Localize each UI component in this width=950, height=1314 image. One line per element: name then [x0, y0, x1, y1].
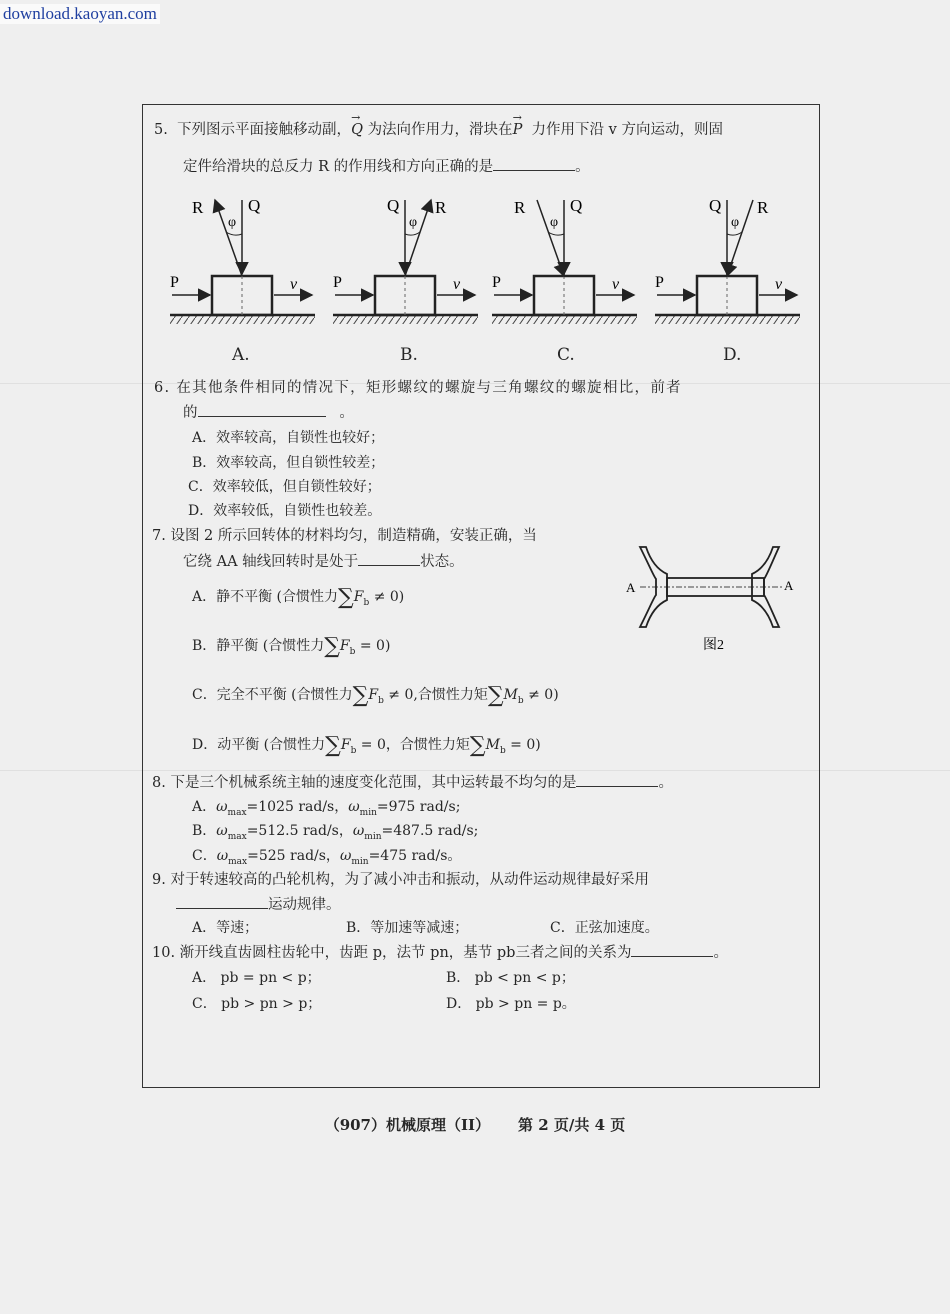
q5-line1: 5. 下列图示平面接触移动副，→ Q 为法向作用力，滑块在→ P 力作用下沿 v 方向运动，则固 [154, 122, 723, 139]
label-phi: φ [228, 215, 237, 230]
figure-caption: 图2 [703, 638, 724, 653]
axis-label-right: A [784, 578, 794, 593]
q6-option-c[interactable]: C．效率较低，但自锁性较好； [188, 479, 381, 495]
answer-blank[interactable] [576, 774, 658, 787]
course-title: （907）机械原理（II） [324, 1116, 491, 1134]
q6-option-b[interactable]: B．效率较高，但自锁性较差； [192, 455, 385, 471]
q9-line1: 9. 对于转速较高的凸轮机构，为了减小冲击和振动，从动件运动规律最好采用 [152, 872, 649, 888]
q10-line1: 10. 渐开线直齿圆柱齿轮中，齿距 p，法节 pn，基节 pb三者之间的关系为 。 [152, 945, 728, 961]
page-footer [0, 1114, 950, 1135]
label-v: v [612, 276, 620, 293]
label-Q: Q [387, 196, 400, 215]
label-v: v [290, 276, 298, 293]
diagram-a [170, 196, 315, 324]
q8-option-c[interactable]: C．$\omega_{max}=525$ rad/s，$\omega_{min}=475$ rad/s。 [192, 848, 462, 867]
label-phi: φ [409, 215, 418, 230]
diagram-d [655, 196, 800, 324]
answer-blank[interactable] [358, 553, 420, 566]
label-P: P [170, 274, 179, 291]
q9-option-a[interactable]: A．等速； [192, 920, 259, 936]
q5-option-b[interactable]: B. [400, 345, 418, 365]
label-P: P [655, 274, 664, 291]
diagram-b [333, 196, 478, 324]
q8-line1: 8. 下是三个机械系统主轴的速度变化范围，其中运转最不均匀的是 。 [152, 775, 673, 791]
label-phi: φ [731, 215, 740, 230]
label-Q: Q [709, 196, 722, 215]
q5-option-d[interactable]: D. [723, 345, 742, 365]
label-R: R [514, 198, 526, 217]
label-Q: Q [248, 196, 261, 215]
q7-line2: 它绕 AA 轴线回转时是处于 状态。 [183, 554, 464, 570]
label-v: v [453, 276, 461, 293]
q5-option-a[interactable]: A. [232, 345, 250, 365]
label-phi: φ [550, 215, 559, 230]
q7-option-d[interactable]: D．动平衡 (合惯性力$\sum F_b = 0$，合惯性力矩$\sum M_b = 0$) [192, 733, 541, 758]
page-number: 第 2 页/共 4 页 [518, 1116, 626, 1134]
label-R: R [757, 198, 769, 217]
diagram-c [492, 196, 637, 324]
answer-blank[interactable] [198, 404, 326, 417]
rotor-figure [622, 542, 800, 660]
answer-blank[interactable] [176, 896, 268, 909]
label-P: P [333, 274, 342, 291]
answer-blank[interactable] [631, 944, 713, 957]
q9-line2: 运动规律。 [176, 896, 341, 914]
q10-option-a[interactable]: A． pb = pn < p； [192, 970, 321, 986]
q6-line1: 6. 在其他条件相同的情况下，矩形螺纹的螺旋与三角螺纹的螺旋相比，前者 [154, 380, 682, 396]
q10-option-c[interactable]: C． pb > pn > p； [192, 996, 322, 1012]
q6-line2: 的 。 [183, 405, 354, 421]
label-v: v [775, 276, 783, 293]
q8-option-a[interactable]: A．$\omega_{max}=1025$ rad/s，$\omega_{min}=975$ rad/s; [192, 799, 461, 818]
label-Q: Q [570, 196, 583, 215]
axis-label-left: A [626, 580, 636, 595]
label-R: R [192, 198, 204, 217]
q8-option-b[interactable]: B．$\omega_{max}=512.5$ rad/s，$\omega_{min}=487.5$ rad/s; [192, 823, 479, 842]
q6-option-d[interactable]: D．效率较低，自锁性也较差。 [188, 503, 382, 519]
label-R: R [435, 198, 447, 217]
q5-option-c[interactable]: C. [557, 345, 575, 365]
label-P: P [492, 274, 501, 291]
answer-blank[interactable] [493, 158, 575, 171]
q5-line2: 定件给滑块的总反力 R 的作用线和方向正确的是 。 [183, 159, 590, 175]
q10-option-d[interactable]: D． pb > pn = p。 [446, 996, 576, 1012]
q10-option-b[interactable]: B． pb < pn < p； [446, 970, 575, 986]
q9-option-c[interactable]: C．正弦加速度。 [550, 920, 659, 936]
watermark: download.kaoyan.com [0, 4, 160, 24]
q9-option-b[interactable]: B．等加速等减速； [346, 920, 469, 936]
q6-option-a[interactable]: A．效率较高，自锁性也较好； [192, 430, 385, 446]
q7-option-c[interactable]: C．完全不平衡 (合惯性力$\sum F_b \ne 0$,合惯性力矩$\sum M_b \ne 0$) [192, 683, 559, 708]
q7-option-b[interactable]: B．静平衡 (合惯性力$\sum F_b = 0$) [192, 634, 391, 659]
q5-diagrams [160, 188, 820, 343]
q7-line1: 7. 设图 2 所示回转体的材料均匀，制造精确，安装正确，当 [152, 528, 537, 544]
q7-option-a[interactable]: A．静不平衡 (合惯性力$\sum F_b \ne 0$) [192, 585, 405, 610]
